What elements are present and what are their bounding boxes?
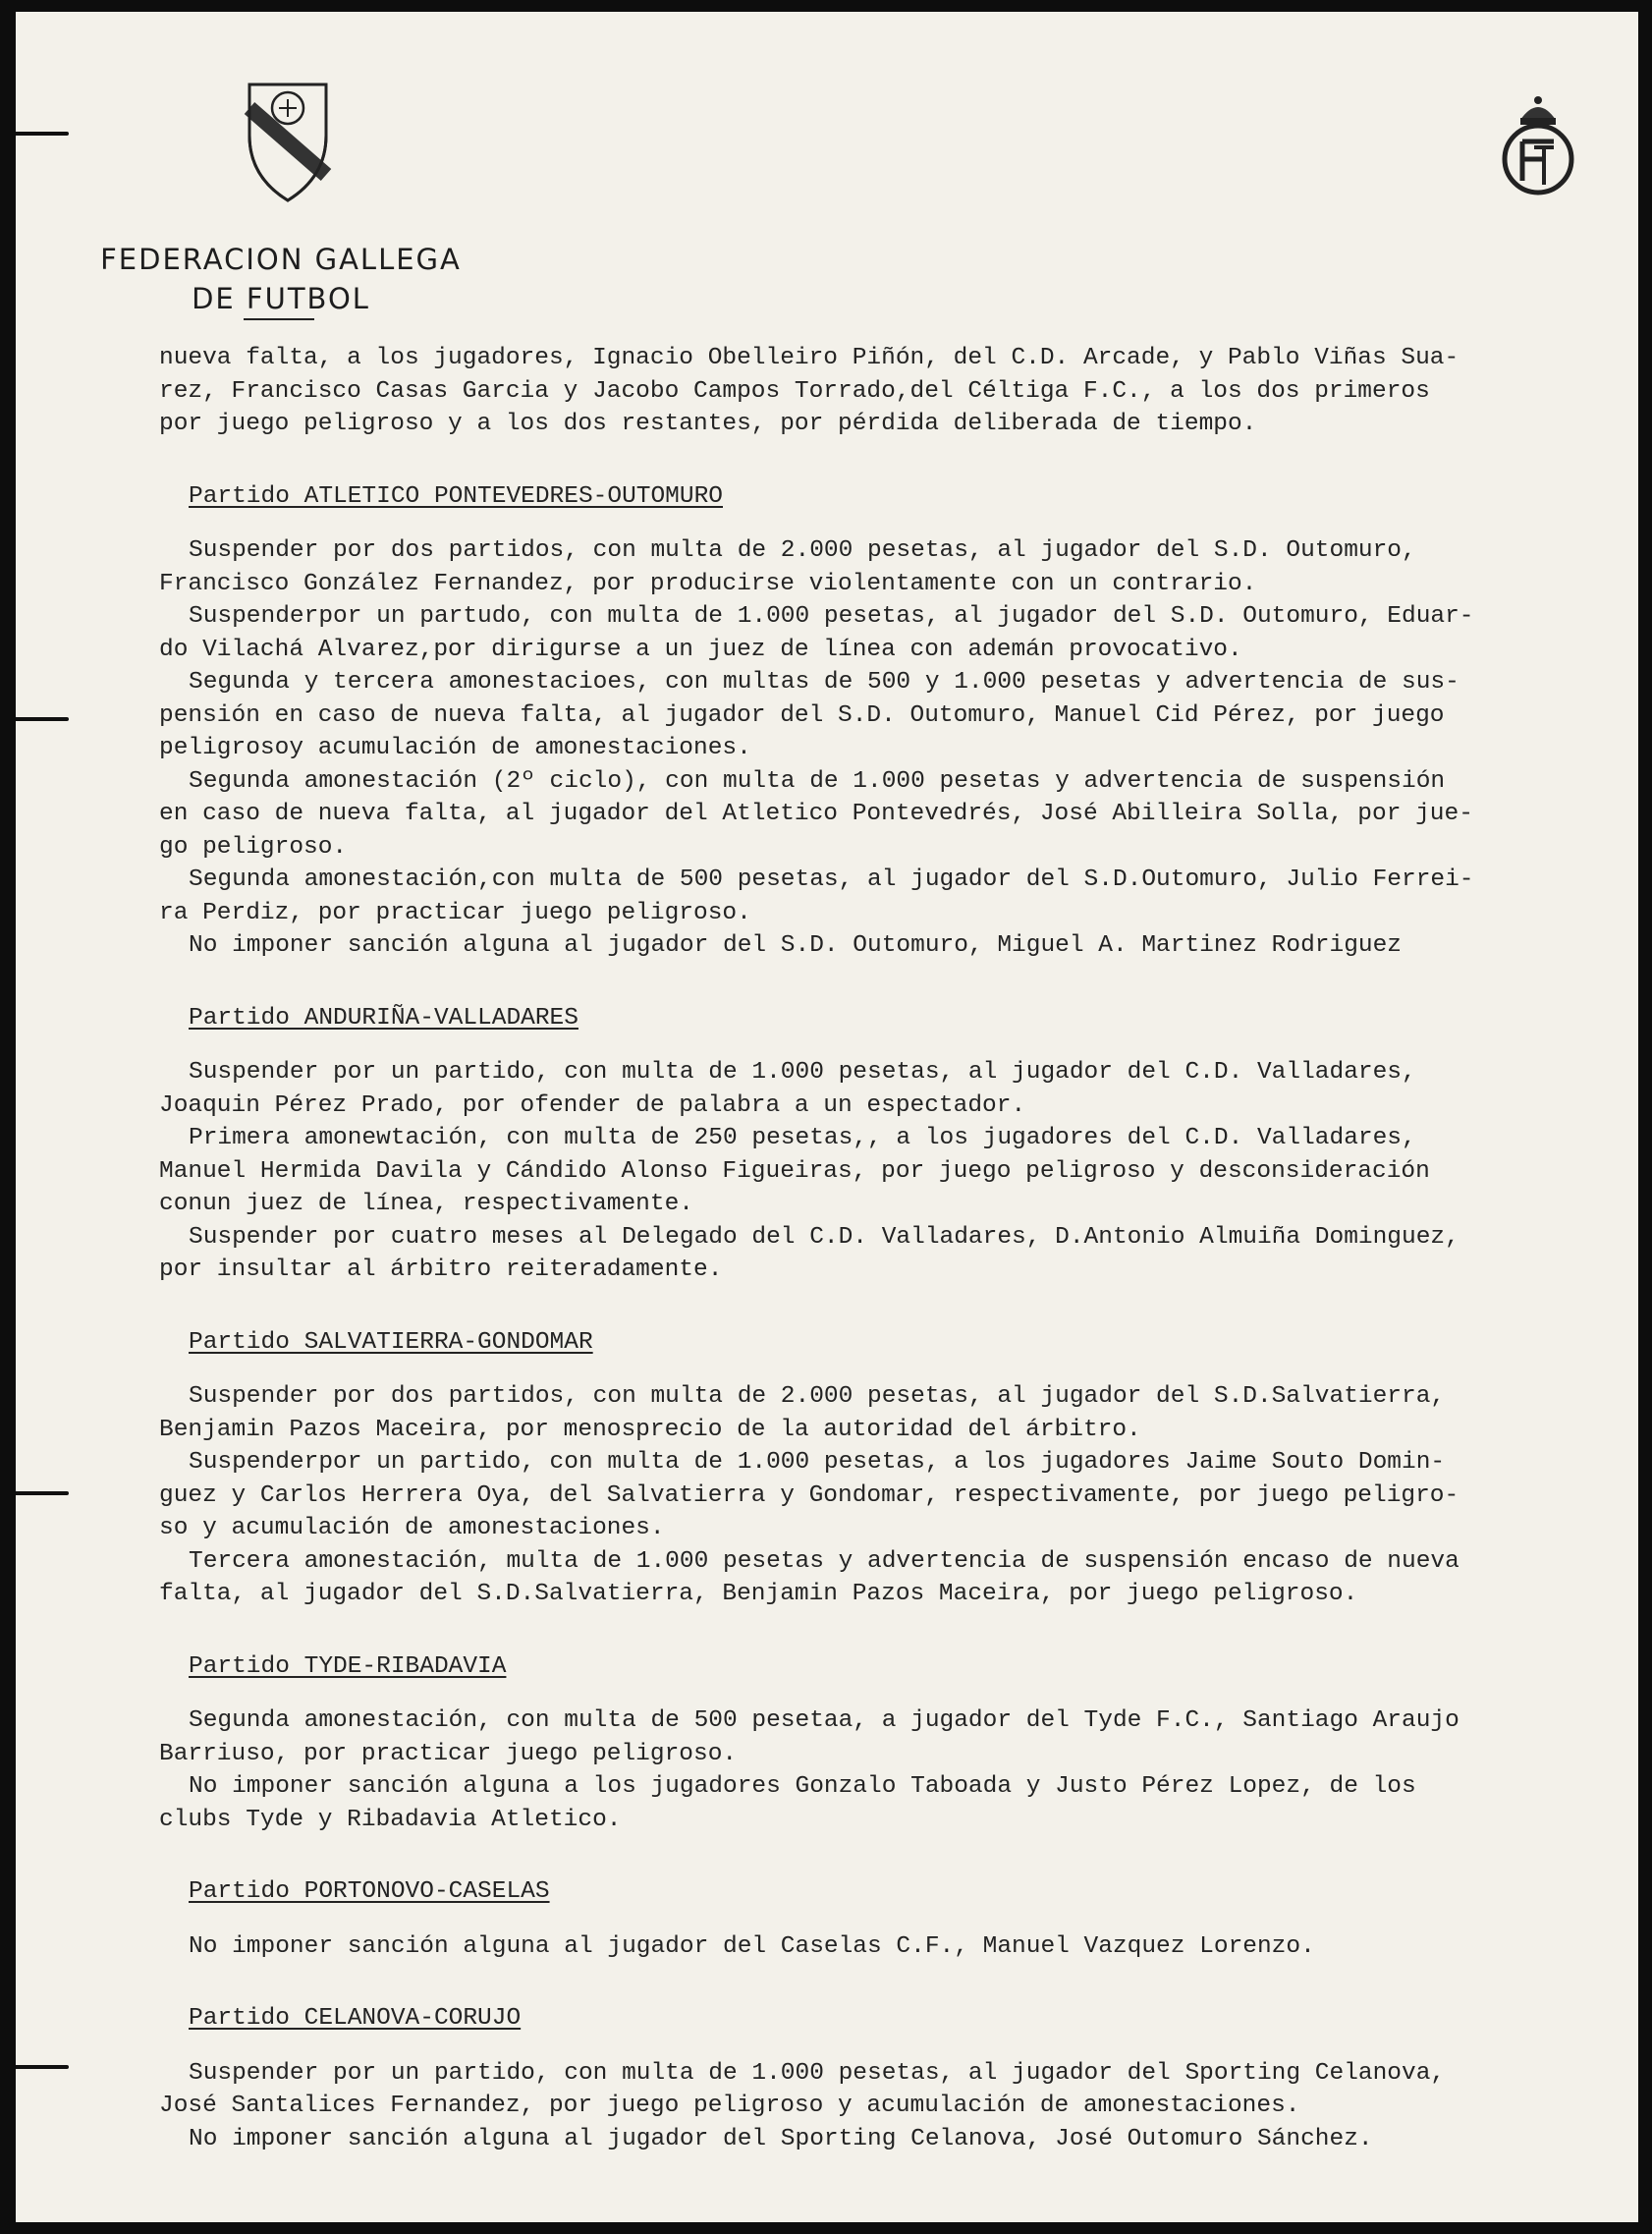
text-line: No imponer sanción alguna al jugador del Sporting Celanova, José Outomuro Sánchez. [189,2125,1373,2152]
text-line: conun juez de línea, respectivamente. [159,1191,693,1217]
match-section [159,1875,1638,1963]
text-line: Suspender por dos partidos, con multa de 2.000 pesetas, al jugador del S.D.Salvatierra, [189,1383,1446,1410]
binder-hole-mark [16,717,69,721]
text-line: Segunda amonestación (2º ciclo), con multa de 1.000 pesetas y advertencia de suspensión [189,767,1446,795]
text-line: Primera amonewtación, con multa de 250 pesetas,, a los jugadores del C.D. Valladares, [189,1125,1416,1151]
text-line: Benjamin Pazos Maceira, por menosprecio de la autoridad del árbitro. [159,1416,1141,1443]
text-line: rez, Francisco Casas Garcia y Jacobo Campos Torrado,del Céltiga F.C., a los dos primeros [159,377,1430,405]
text-line: do Vilachá Alvarez,por dirigurse a un juez de línea con ademán provocativo. [159,636,1242,663]
match-heading: Partido CELANOVA-CORUJO [189,2005,522,2032]
binder-hole-mark [16,2065,69,2069]
text-line: por insultar al árbitro reiteradamente. [159,1257,723,1283]
text-line: pensión en caso de nueva falta, al jugador del S.D. Outomuro, Manuel Cid Pérez, por juego [159,701,1445,729]
text-line: Suspender por cuatro meses al Delegado del C.D. Valladares, D.Antonio Almuiña Dominguez, [189,1223,1459,1251]
binder-hole-mark [16,132,69,136]
match-section [159,2002,1638,2155]
text-line: por juego peligroso y a los dos restantes, por pérdida deliberada de tiempo. [159,411,1257,437]
match-section [159,1650,1638,1837]
text-line: Suspenderpor un partudo, con multa de 1.000 pesetas, al jugador del S.D. Outomuro, Eduar- [189,603,1474,630]
text-line: Tercera amonestación, multa de 1.000 pesetas y advertencia de suspensión encaso de nueva [189,1547,1459,1575]
text-line: go peligroso. [159,833,348,861]
document-page [16,12,1638,2222]
text-line: Suspender por un partido, con multa de 1.000 pesetas, al jugador del Sporting Celanova, [189,2059,1446,2087]
resolution-body [159,342,1638,2155]
federation-name-line2: DE FUTBOL [192,282,370,315]
match-heading: Partido SALVATIERRA-GONDOMAR [189,1328,593,1356]
text-line: guez y Carlos Herrera Oya, del Salvatierra y Gondomar, respectivamente, por juego peligro- [159,1481,1459,1509]
text-line: en caso de nueva falta, al jugador del Atletico Pontevedrés, José Abilleira Solla, por jue- [159,801,1473,827]
text-line: Manuel Hermida Davila y Cándido Alonso Figueiras, por juego peligroso y desconsideración [159,1157,1430,1185]
text-line: peligrosoy acumulación de amonestaciones. [159,735,751,761]
federation-shield-logo [244,79,332,202]
royal-federation-crest-logo [1499,90,1577,198]
match-heading: Partido TYDE-RIBADAVIA [189,1652,507,1680]
match-section [159,480,1638,963]
text-line: nueva falta, a los jugadores, Ignacio Obelleiro Piñón, del C.D. Arcade, y Pablo Viñas Sua- [159,345,1459,371]
text-line: Suspenderpor un partido, con multa de 1.000 pesetas, a los jugadores Jaime Souto Domin- [189,1449,1446,1476]
match-heading: Partido ANDURIÑA-VALLADARES [189,1004,578,1032]
text-line: Suspender por un partido, con multa de 1.000 pesetas, al jugador del C.D. Valladares, [189,1059,1416,1086]
text-line: José Santalices Fernandez, por juego peligroso y acumulación de amonestaciones. [159,2093,1300,2119]
federation-name [84,240,477,318]
text-line: falta, al jugador del S.D.Salvatierra, Benjamin Pazos Maceira, por juego peligroso. [159,1581,1358,1607]
text-line: Suspender por dos partidos, con multa de 2.000 pesetas, al jugador del S.D. Outomuro, [189,537,1416,564]
text-line: No imponer sanción alguna a los jugadores Gonzalo Taboada y Justo Pérez Lopez, de los [189,1773,1416,1800]
match-heading: Partido PORTONOVO-CASELAS [189,1878,550,1905]
text-line: Segunda amonestación,con multa de 500 pesetas, al jugador del S.D.Outomuro, Julio Ferrei- [189,866,1474,893]
text-line: Segunda y tercera amonestacioes, con multas de 500 y 1.000 pesetas y advertencia de sus- [189,669,1459,696]
header-rule [244,318,314,320]
text-line: No imponer sanción alguna al jugador del Caselas C.F., Manuel Vazquez Lorenzo. [189,1932,1315,1960]
text-line: No imponer sanción alguna al jugador del S.D. Outomuro, Miguel A. Martinez Rodriguez [189,932,1403,959]
match-section [159,1002,1638,1287]
match-heading: Partido ATLETICO PONTEVEDRES-OUTOMURO [189,482,723,510]
federation-name-line1: FEDERACION GALLEGA [100,243,462,276]
binder-hole-mark [16,1491,69,1495]
match-section [159,1326,1638,1611]
intro-paragraph [159,342,1638,441]
text-line: Segunda amonestación, con multa de 500 pesetaa, a jugador del Tyde F.C., Santiago Araujo [189,1707,1459,1734]
text-line: Joaquin Pérez Prado, por ofender de palabra a un espectador. [159,1091,1026,1119]
text-line: Francisco González Fernandez, por producirse violentamente con un contrario. [159,570,1257,597]
text-line: clubs Tyde y Ribadavia Atletico. [159,1806,622,1833]
text-line: Barriuso, por practicar juego peligroso. [159,1740,738,1767]
text-line: ra Perdiz, por practicar juego peligroso. [159,899,751,926]
text-line: so y acumulación de amonestaciones. [159,1515,665,1541]
